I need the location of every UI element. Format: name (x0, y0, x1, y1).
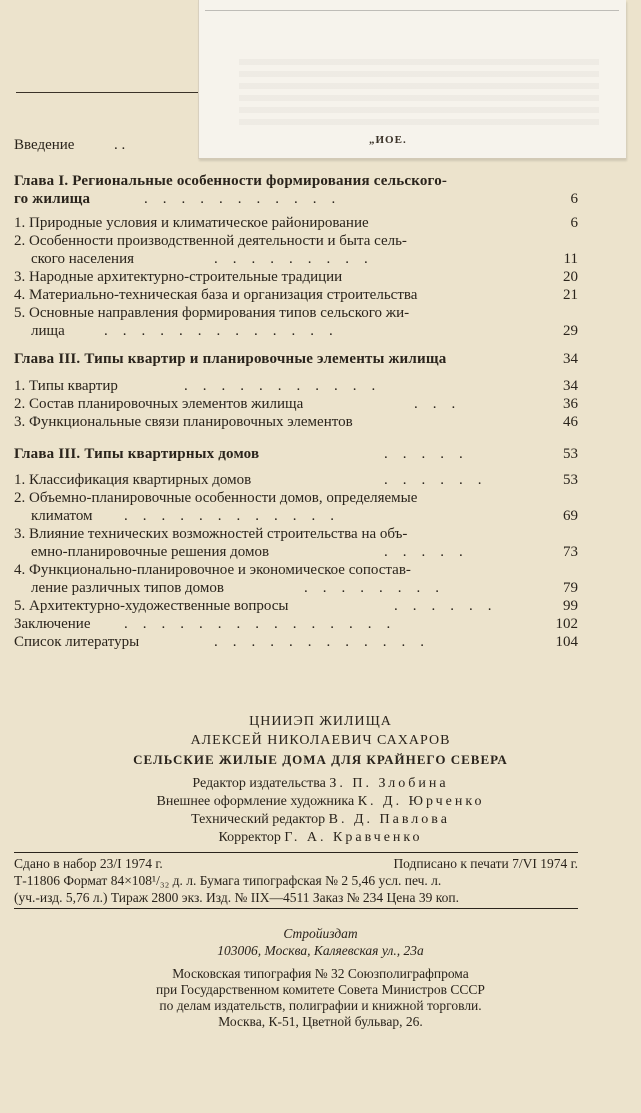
toc-page: 34 (563, 378, 578, 394)
imprint-credit: Редактор издательства З. П. Злобина (192, 776, 449, 791)
imprint-credit: Внешнее оформление художника К. Д. Юрченко (156, 794, 485, 809)
book-page: „ИОЕ. Введение . . Глава I. Региональные особенности формирования сельского- го жилища . . . . . . . . . . . 6 1. Природные условия и климатическое районирование 6 2. Особенности производственной деятельности и быта сель- ского населения . . . . . . . . . 11 3. Народные архитектурно-строительные традиции 20 4. Материально-техническая база и организация строительства 21 5. Основные направления формирования типов сельского жи- лища . . . . . . . . . . . . . 29 Глава III. Типы квартир и планировочные элементы жилища 34 1. Типы квартир . . . . . . . . . . . 34 2. Состав планировочных элементов жилища . . . 36 3. Функциональные связи планировочных элементов 46 Глава III. Типы квартирных домов . . . . . 53 1. Классификация квартирных домов . . . . . . 53 2. Объемно-планировочные особенности домов, определяемые климатом . . . . . . . . . . . . 69 3. Влияние технических возможностей строительства на объ- емно-планировочные решения домов . . . . . 73 4. Функционально-планировочное и экономическое сопостав- ление различных типов домов . . . . . . . . 79 5. Архитектурно-художественные вопросы . . . . . . 99 Заключение . . . . . . . . . . . . . . . 102 Список литературы . . . . . . . . . . . . 104 ЦНИИЭП ЖИЛИЩА АЛЕКСЕЙ НИКОЛАЕВИЧ САХАРОВ СЕЛЬСКИЕ ЖИЛЫЕ ДОМА ДЛЯ КРАЙНЕГО СЕВЕРА Редактор издательства З. П. Злобина Внешнее оформление художника К. Д. Юрченко Технический редактор В. Д. Павлова Корректор Г. А. Кравченко Сдано в набор 23/I 1974 г. Подписано к печати 7/VI 1974 г. Т-11806 Формат 84×108¹/₃₂ д. л. Бумага типографская № 2 5,46 усл. печ. л. (уч.-изд. 5,76 л.) Тираж 2800 экз. Изд. № IIX—4511 Заказ № 234 Цена 39 коп. Стройиздат 103006, Москва, Каляевская ул., 23а Московская типография № 32 Союзполиграфпрома при Государственном комитете Совета Министров СССР по делам издательств, полиграфии и книжной торговли. Москва, К-51, Цветной бульвар, 26. (0, 0, 641, 1113)
toc-page: 21 (563, 287, 578, 303)
chapter-1-title-line1: Глава I. Региональные особенности формирования сельского- (14, 173, 448, 189)
publisher-name: Стройиздат (283, 926, 358, 941)
toc-page: 102 (555, 616, 578, 632)
toc-page: 29 (563, 323, 578, 339)
toc-page: 53 (563, 472, 578, 488)
printer-line: по делам издательств, полиграфии и книжной торговли. (159, 998, 482, 1013)
toc-page: 99 (563, 598, 578, 614)
printer-line: Московская типография № 32 Союзполиграфпрома (172, 966, 469, 981)
imprint-author: АЛЕКСЕЙ НИКОЛАЕВИЧ САХАРОВ (190, 733, 451, 748)
imprint-credit: Технический редактор В. Д. Павлова (191, 812, 450, 827)
paper-sticker (198, 0, 626, 159)
chapter-1-page: 6 (570, 191, 578, 207)
toc-page: 69 (563, 508, 578, 524)
divider-top (14, 852, 578, 853)
printer-line: при Государственном комитете Совета Министров СССР (156, 982, 485, 997)
printer-line: Москва, К-51, Цветной бульвар, 26. (218, 1014, 423, 1029)
toc-page: 11 (563, 251, 578, 267)
toc-intro-dots: . . (114, 137, 126, 153)
top-rule (16, 92, 206, 93)
sticker-fragment-text: „ИОЕ. (369, 134, 407, 146)
toc-page: 73 (563, 544, 578, 560)
toc-intro-title: Введение (14, 137, 75, 153)
toc-page: 36 (563, 396, 578, 412)
chapter-1-title-line2: го жилища (14, 191, 91, 207)
imprint-credit: Корректор Г. А. Кравченко (218, 830, 423, 845)
publisher-address: 103006, Москва, Каляевская ул., 23а (217, 943, 424, 958)
toc-page: 6 (570, 215, 578, 231)
chapter-3-page: 53 (563, 446, 578, 462)
toc-page: 79 (563, 580, 578, 596)
divider-bottom (14, 908, 578, 909)
toc-page: 20 (563, 269, 578, 285)
sticker-rule (205, 10, 619, 11)
sticker-bleed-through (239, 55, 599, 125)
toc-page: 46 (563, 414, 578, 430)
chapter-2-page: 34 (563, 351, 578, 367)
toc-page: 104 (555, 634, 578, 650)
imprint-title: СЕЛЬСКИЕ ЖИЛЫЕ ДОМА ДЛЯ КРАЙНЕГО СЕВЕРА (133, 752, 508, 767)
imprint-org: ЦНИИЭП ЖИЛИЩА (249, 714, 392, 729)
